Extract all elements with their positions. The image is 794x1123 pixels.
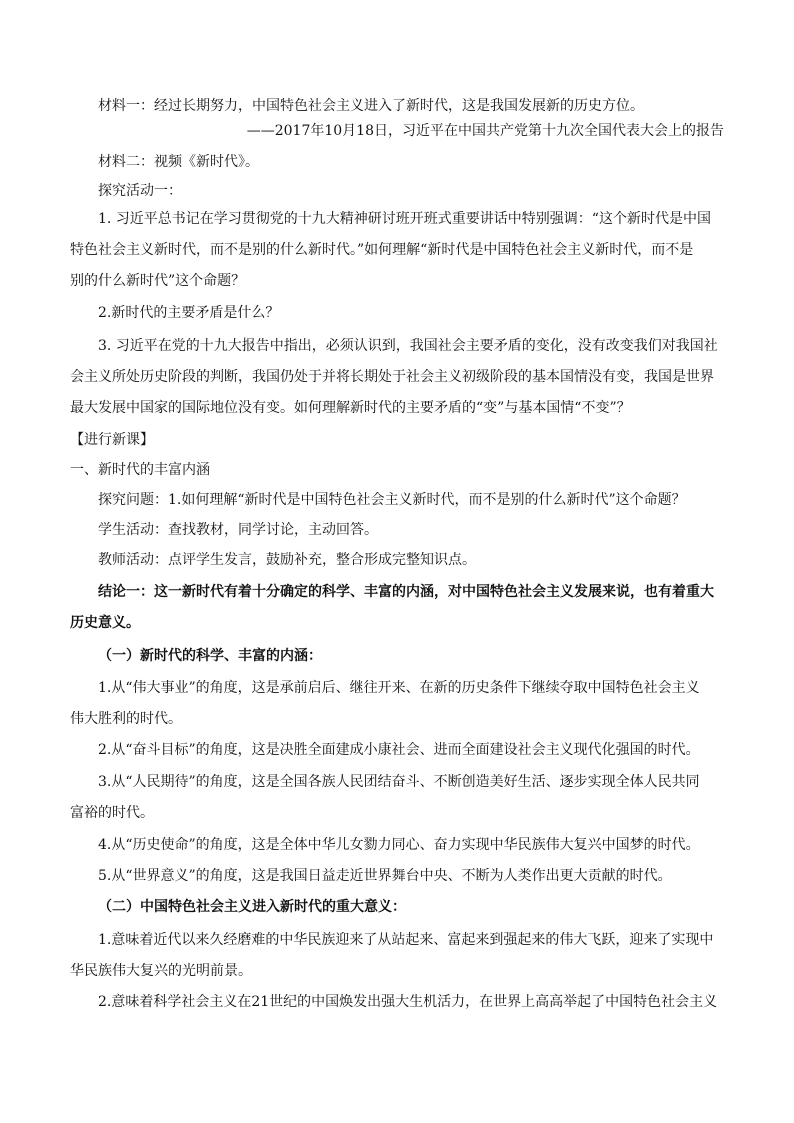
conclusion1-line1: 结论一：这一新时代有着十分确定的科学、丰富的内涵，对中国特色社会主义发展来说，也有着重大 xyxy=(98,584,714,600)
explore-question: 探究问题：1.如何理解“新时代是中国特色社会主义新时代，而不是别的什么新时代”这个命题？ xyxy=(98,492,686,508)
part1-item4: 4.从“历史使命”的角度，这是全体中华儿女勠力同心、奋力实现中华民族伟大复兴中国梦的时代。 xyxy=(98,837,700,853)
explore1-q3-line2: 会主义所处历史阶段的判断，我国仍处于并将长期处于社会主义初级阶段的基本国情没有变，我国是世界 xyxy=(70,369,714,385)
part1-item1-line2: 伟大胜利的时代。 xyxy=(70,711,182,727)
new-lesson-heading: 【进行新课】 xyxy=(70,432,154,448)
explore1-q2: 2.新时代的主要矛盾是什么？ xyxy=(98,305,280,321)
conclusion1-line2: 历史意义。 xyxy=(70,615,140,631)
explore1-q3-line3: 最大发展中国家的国际地位没有变。如何理解新时代的主要矛盾的“变”与基本国情“不变”？ xyxy=(70,400,631,416)
part2-item1-line2: 华民族伟大复兴的光明前景。 xyxy=(70,963,252,979)
explore1-q1-line2: 特色社会主义新时代，而不是别的什么新时代。”如何理解“新时代是中国特色社会主义新时代，而不是 xyxy=(70,242,694,258)
part1-item3-line1: 3.从“人民期待”的角度，这是全国各族人民团结奋斗、不断创造美好生活、逐步实现全体人民共同 xyxy=(98,774,700,790)
explore1-q1-line1: 1. 习近平总书记在学习贯彻党的十九大精神研讨班开班式重要讲话中特别强调：“这个新时代是中国 xyxy=(98,211,711,227)
part1-item3-line2: 富裕的时代。 xyxy=(70,805,154,821)
part2-item1-line1: 1.意味着近代以来久经磨难的中华民族迎来了从站起来、富起来到强起来的伟大飞跃，迎来了实现中 xyxy=(98,932,714,948)
explore1-q1-line3: 别的什么新时代”这个命题？ xyxy=(70,273,246,289)
material2-text: 材料二：视频《新时代》。 xyxy=(98,154,259,170)
part1-item5: 5.从“世界意义”的角度，这是我国日益走近世界舞台中央、不断为人类作出更大贡献的时代。 xyxy=(98,868,672,884)
part2-item2-line1: 2.意味着科学社会主义在21世纪的中国焕发出强大生机活力，在世界上高高举起了中国特色社会主义 xyxy=(98,994,718,1010)
part2-heading: （二）中国特色社会主义进入新时代的重大意义： xyxy=(98,899,406,915)
student-activity: 学生活动：查找教材，同学讨论，主动回答。 xyxy=(98,522,378,538)
material1-source: ——2017年10月18日，习近平在中国共产党第十九次全国代表大会上的报告 xyxy=(246,123,724,139)
material1-text: 材料一：经过长期努力，中国特色社会主义进入了新时代，这是我国发展新的历史方位。 xyxy=(98,98,644,114)
part1-item1-line1: 1.从“伟大事业”的角度，这是承前启后、继往开来、在新的历史条件下继续夺取中国特色社会主义 xyxy=(98,680,700,696)
part1-heading: （一）新时代的科学、丰富的内涵： xyxy=(98,648,322,664)
section1-title: 一、新时代的丰富内涵 xyxy=(70,462,210,478)
explore1-q3-line1: 3. 习近平在党的十九大报告中指出，必须认识到，我国社会主要矛盾的变化，没有改变我们对我国社 xyxy=(98,338,718,354)
teacher-activity: 教师活动：点评学生发言，鼓励补充，整合形成完整知识点。 xyxy=(98,552,476,568)
part1-item2: 2.从“奋斗目标”的角度，这是决胜全面建成小康社会、进而全面建设社会主义现代化强国的时代。 xyxy=(98,742,700,758)
explore1-heading: 探究活动一： xyxy=(98,183,182,199)
